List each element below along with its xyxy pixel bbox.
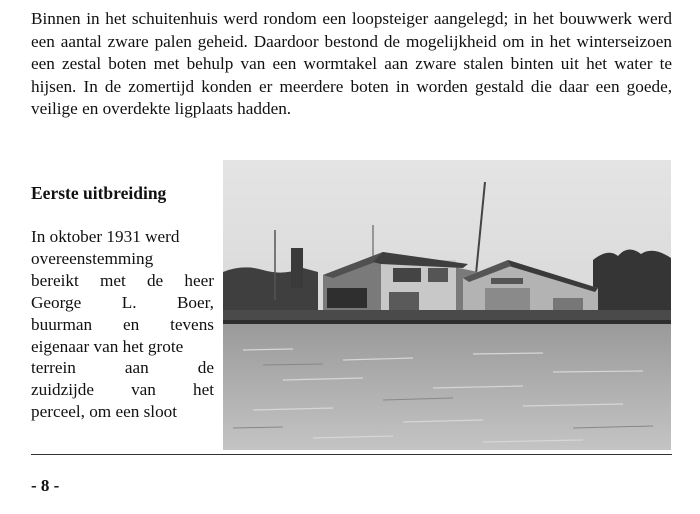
column-line: bereikt met de heer — [31, 270, 214, 290]
column-line: terrein aan de — [31, 358, 214, 378]
column-line: George L. Boer, — [31, 292, 214, 312]
column-line: buurman en tevens — [31, 314, 214, 334]
column-line: overeenstemming — [31, 248, 154, 268]
column-line: perceel, om een sloot — [31, 402, 178, 422]
column-line: eigenaar van het grote — [31, 336, 184, 356]
page-number: - 8 - — [31, 476, 60, 495]
footer-divider — [31, 454, 672, 455]
section-heading: Eerste uitbreiding — [31, 183, 167, 203]
column-paragraph — [31, 226, 214, 423]
intro-paragraph: Binnen in het schuitenhuis werd rondom een loopsteiger aangelegd; in het bouwwerk werd een aantal zware palen geheid. Daardoor bestond de mogelijkheid om in het winterseizoen een zestal boten met behulp van een wormtakel aan zware stalen binten uit het water te hijsen. In de zomertijd konden er meerdere boten in worden gestald die daar een goede, veilige en overdekte ligplaats hadden. — [31, 9, 672, 119]
boathouse-photo — [223, 160, 671, 450]
column-line: zuidzijde van het — [31, 380, 214, 400]
column-line: In oktober 1931 werd — [31, 227, 180, 246]
